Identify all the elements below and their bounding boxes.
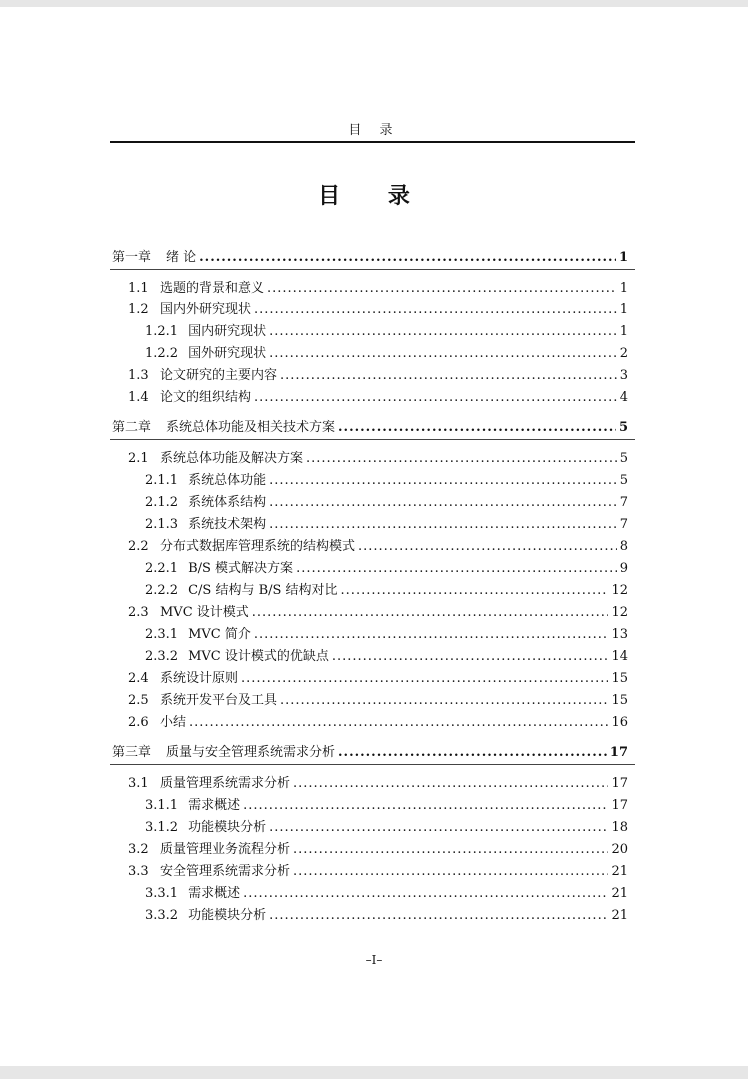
toc-entry-page: 12 (611, 583, 628, 598)
toc-entry-page: 13 (611, 627, 628, 642)
toc-entry-title: 国外研究现状 (188, 346, 267, 361)
toc-entry-title: B/S 模式解决方案 (188, 561, 294, 576)
toc-entry-title: 质量与安全管理系统需求分析 (166, 745, 336, 760)
toc-entry-number: 2.4 (128, 671, 149, 686)
toc-entry-title: 安全管理系统需求分析 (160, 864, 291, 879)
toc-entry (128, 279, 628, 299)
toc-entry-page: 2 (619, 346, 628, 361)
toc-leader-dots (241, 669, 608, 689)
toc-entry-page: 7 (619, 495, 628, 510)
toc-entry-title: 论文的组织结构 (160, 390, 252, 405)
toc-entry (128, 669, 628, 689)
toc-leader-dots (254, 388, 617, 408)
toc-entry-number: 3.1.2 (145, 820, 179, 835)
toc-entry-title: MVC 设计模式 (160, 605, 249, 620)
toc-leader-dots (269, 818, 608, 838)
toc-entry (145, 884, 628, 904)
toc-leader-dots (358, 537, 617, 557)
toc-entry-title: 系统开发平台及工具 (160, 693, 278, 708)
toc-entry-page: 16 (611, 715, 628, 730)
toc-entry-number: 1.2 (128, 302, 149, 317)
toc-entry-page: 15 (611, 693, 628, 708)
toc-entry-page: 17 (611, 776, 628, 791)
toc-entry-number: 2.2.1 (145, 561, 179, 576)
toc-entry-title: 功能模块分析 (188, 820, 267, 835)
toc-leader-dots (341, 581, 609, 601)
toc-entry-page: 7 (619, 517, 628, 532)
toc-chapter-entry (112, 418, 628, 438)
toc-entry (145, 559, 628, 579)
toc-entry (128, 862, 628, 882)
toc-entry-number: 2.2 (128, 539, 149, 554)
toc-entry-number: 2.5 (128, 693, 149, 708)
toc-chapter-entry (112, 743, 628, 763)
toc-entry-page: 1 (618, 250, 628, 265)
toc-leader-dots (296, 559, 617, 579)
toc-entry (145, 625, 628, 645)
toc-entry-number: 2.1.3 (145, 517, 179, 532)
toc-entry-title: MVC 简介 (188, 627, 251, 642)
toc-entry (128, 691, 628, 711)
toc-leader-dots (267, 279, 617, 299)
toc-entry-number: 2.1.2 (145, 495, 179, 510)
toc-entry (145, 515, 628, 535)
toc-entry-page: 3 (619, 368, 628, 383)
toc-entry (128, 449, 628, 469)
toc-entry-title: 质量管理系统需求分析 (160, 776, 291, 791)
toc-leader-dots (269, 471, 617, 491)
toc-entry (145, 322, 628, 342)
toc-entry-page: 21 (611, 886, 628, 901)
toc-entry-page: 17 (609, 745, 628, 760)
toc-entry-title: 小结 (160, 715, 187, 730)
toc-entry (145, 647, 628, 667)
toc-leader-dots (293, 774, 608, 794)
toc-entry-title: C/S 结构与 B/S 结构对比 (188, 583, 338, 598)
toc-entry-page: 15 (611, 671, 628, 686)
toc-entry-number: 1.3 (128, 368, 149, 383)
toc-entry-title: 国内外研究现状 (160, 302, 252, 317)
toc-entry-number: 3.1.1 (145, 798, 179, 813)
toc-entry (145, 344, 628, 364)
toc-entry-title: 系统设计原则 (160, 671, 239, 686)
toc-entry (145, 796, 628, 816)
toc-leader-dots (252, 603, 609, 623)
toc-leader-dots (280, 691, 608, 711)
toc-chapter-entry (112, 248, 628, 268)
toc-leader-dots (254, 625, 609, 645)
toc-entry (128, 300, 628, 320)
toc-leader-dots (338, 743, 607, 763)
toc-entry-number: 3.3.2 (145, 908, 179, 923)
toc-entry-number: 3.3.1 (145, 886, 179, 901)
toc-entry (145, 493, 628, 513)
toc-entry-number: 2.1 (128, 451, 149, 466)
toc-entry-page: 1 (619, 302, 628, 317)
page-title: 目 录 (318, 183, 430, 209)
toc-entry (145, 906, 628, 926)
toc-entry (128, 713, 628, 733)
toc-entry-page: 20 (611, 842, 628, 857)
toc-entry-title: 系统总体功能及解决方案 (160, 451, 304, 466)
toc-entry-page: 1 (619, 281, 628, 296)
toc-entry (145, 581, 628, 601)
toc-entry (128, 537, 628, 557)
toc-entry-page: 21 (611, 864, 628, 879)
toc-leader-dots (306, 449, 617, 469)
toc-leader-dots (293, 862, 608, 882)
toc-leader-dots (243, 884, 608, 904)
toc-entry-number: 3.1 (128, 776, 149, 791)
chapter-divider (110, 269, 635, 270)
toc-leader-dots (269, 322, 617, 342)
document-page (0, 7, 748, 1066)
toc-entry-page: 14 (611, 649, 628, 664)
toc-leader-dots (243, 796, 608, 816)
toc-entry-title: 系统技术架构 (188, 517, 267, 532)
toc-entry-page: 17 (611, 798, 628, 813)
header-rule (110, 141, 635, 143)
toc-leader-dots (269, 906, 608, 926)
toc-entry-title: 需求概述 (188, 798, 241, 813)
running-header: 目 录 (348, 123, 400, 138)
toc-leader-dots (254, 300, 617, 320)
toc-leader-dots (269, 515, 617, 535)
toc-leader-dots (338, 418, 616, 438)
toc-entry-page: 5 (619, 473, 628, 488)
toc-entry-title: 选题的背景和意义 (160, 281, 265, 296)
toc-entry-number: 1.2.1 (145, 324, 179, 339)
toc-entry-number: 2.1.1 (145, 473, 179, 488)
toc-entry-page: 4 (619, 390, 628, 405)
toc-entry-title: 系统体系结构 (188, 495, 267, 510)
toc-entry-title: 需求概述 (188, 886, 241, 901)
toc-entry-number: 第三章 (112, 745, 152, 760)
toc-entry-title: 绪 论 (166, 250, 197, 265)
toc-entry-page: 12 (611, 605, 628, 620)
toc-entry-title: 质量管理业务流程分析 (160, 842, 291, 857)
chapter-divider (110, 439, 635, 440)
toc-entry (145, 471, 628, 491)
toc-entry-page: 1 (619, 324, 628, 339)
toc-entry (128, 840, 628, 860)
toc-leader-dots (280, 366, 617, 386)
toc-entry-number: 2.3.2 (145, 649, 179, 664)
toc-leader-dots (269, 344, 617, 364)
toc-entry-title: 分布式数据库管理系统的结构模式 (160, 539, 356, 554)
toc-entry-page: 5 (618, 420, 628, 435)
toc-entry-number: 3.2 (128, 842, 149, 857)
toc-entry (128, 774, 628, 794)
chapter-divider (110, 764, 635, 765)
toc-leader-dots (293, 840, 608, 860)
toc-entry-page: 18 (611, 820, 628, 835)
toc-entry-page: 21 (611, 908, 628, 923)
toc-entry (145, 818, 628, 838)
toc-entry-page: 9 (619, 561, 628, 576)
toc-entry (128, 603, 628, 623)
toc-entry-number: 第二章 (112, 420, 152, 435)
toc-entry-number: 1.1 (128, 281, 149, 296)
toc-entry-number: 2.6 (128, 715, 149, 730)
toc-entry-number: 第一章 (112, 250, 152, 265)
toc-entry-title: 功能模块分析 (188, 908, 267, 923)
toc-entry-page: 5 (619, 451, 628, 466)
toc-entry-title: 系统总体功能 (188, 473, 267, 488)
toc-entry-number: 2.3 (128, 605, 149, 620)
toc-entry-title: MVC 设计模式的优缺点 (188, 649, 329, 664)
toc-entry-title: 论文研究的主要内容 (160, 368, 278, 383)
toc-entry-title: 系统总体功能及相关技术方案 (166, 420, 336, 435)
toc-entry-page: 8 (619, 539, 628, 554)
toc-entry-title: 国内研究现状 (188, 324, 267, 339)
toc-leader-dots (332, 647, 609, 667)
toc-entry-number: 1.4 (128, 390, 149, 405)
toc-leader-dots (269, 493, 617, 513)
toc-entry-number: 2.2.2 (145, 583, 179, 598)
toc-entry-number: 3.3 (128, 864, 149, 879)
toc-leader-dots (199, 248, 616, 268)
toc-entry-number: 1.2.2 (145, 346, 179, 361)
page-number: –I– (365, 953, 383, 967)
toc-leader-dots (189, 713, 608, 733)
toc-entry (128, 388, 628, 408)
toc-entry (128, 366, 628, 386)
toc-entry-number: 2.3.1 (145, 627, 179, 642)
